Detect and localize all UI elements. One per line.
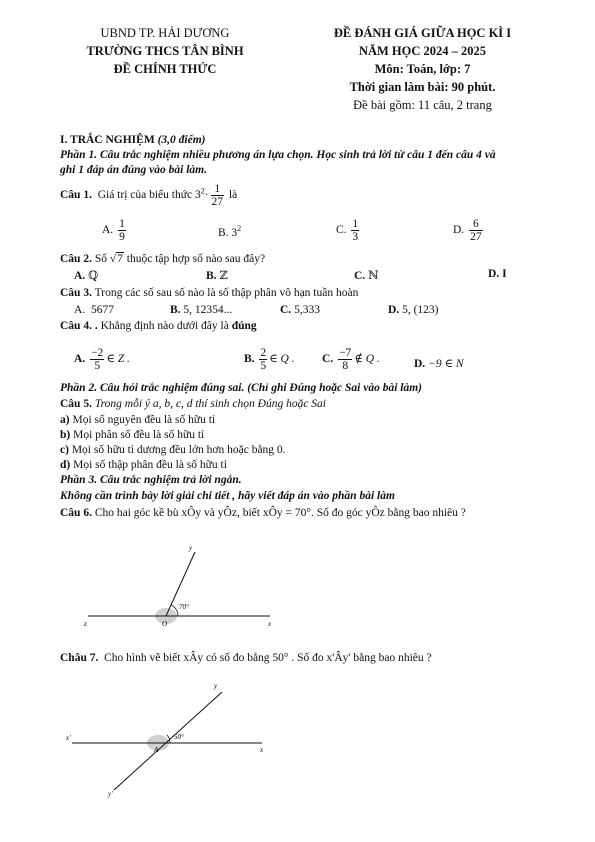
q3-option-a: A. 5677 [74, 304, 114, 316]
label-y: y [189, 544, 193, 552]
q1-option-b: B. $3^2$ [218, 224, 242, 239]
exam-duration: Thời gian làm bài: 90 phút. [349, 80, 496, 94]
q1-option-a: A. $\frac{1}{9}$ [102, 218, 125, 244]
q2-option-d: D. I [488, 268, 507, 280]
q6-angle-figure [80, 542, 280, 632]
label-o: O [162, 620, 168, 628]
question-2: Câu 2. Số √7 thuộc tập hợp số nào sau đây? [60, 253, 266, 265]
label-x-prime: x' [66, 734, 71, 742]
label-angle-50: 50° [174, 733, 184, 741]
label-x: x [260, 746, 264, 754]
q3-option-b: B. 5, 12354... [170, 304, 233, 316]
q5-item-c: c) Mọi số hữu tỉ dương đều lớn hơn hoặc bằng 0. [60, 444, 286, 456]
official-exam-label: ĐỀ CHÍNH THỨC [113, 62, 217, 76]
q3-option-d: D. 5, (123) [388, 304, 439, 316]
q5-item-a: a) Mọi số nguyên đều là số hữu tỉ [60, 414, 216, 426]
q2-option-a: A. ℚ [74, 270, 99, 282]
q5-item-d: d) Mọi số thập phân đều là số hữu tỉ [60, 459, 227, 471]
school-year: NĂM HỌC 2024 – 2025 [358, 44, 487, 58]
school-authority: UBND TP. HẢI DƯƠNG [100, 26, 230, 40]
part1-instructions-line2: ghi 1 đáp án đúng vào bài làm. [60, 164, 207, 176]
label-y: y [214, 682, 218, 690]
q7-angle-figure [62, 680, 277, 800]
exam-title: ĐỀ ĐÁNH GIÁ GIỮA HỌC KÌ I [333, 26, 512, 40]
school-name: TRƯỜNG THCS TÂN BÌNH [86, 44, 244, 58]
q5-item-b: b) Mọi phân số đều là số hữu tỉ [60, 429, 205, 441]
label-angle-70: 70° [179, 603, 189, 611]
q4-option-c: C. $\frac{-7}{8}$ ∉ Q . [322, 347, 380, 373]
exam-page-count: Đề bài gồm: 11 câu, 2 trang [353, 98, 492, 112]
question-5: Câu 5. Trong mỗi ý a, b, c, d thí sinh chọn Đúng hoặc Sai [60, 398, 326, 410]
line-ypy [114, 692, 222, 790]
q4-option-b: B. $\frac{2}{5}$ ∈ Q . [244, 347, 295, 373]
question-7: Châu 7. Cho hình vẽ biết xÂy có số đo bằng 50° . Số đo x'Ây' bằng bao nhiêu ? [60, 652, 432, 664]
part3-instructions: Không cần trình bày lời giải chi tiết , hãy viết đáp án vào phần bài làm [60, 490, 395, 502]
q4-option-a: A. $\frac{-2}{5}$ ∈ Z . [74, 347, 130, 373]
label-x: x [268, 620, 272, 628]
q3-option-c: C. 5,333 [280, 304, 320, 316]
subject-grade: Môn: Toán, lớp: 7 [374, 62, 471, 76]
question-1: Câu 1. Giá trị của biểu thức $3^2\cdot$ $\frac{1}{27}$ là [60, 183, 238, 209]
q4-option-d: D. −9 ∈ N [414, 358, 464, 370]
question-3: Câu 3. Trong các số sau số nào là số thập phân vô hạn tuần hoàn [60, 287, 359, 299]
part3-title: Phần 3. Câu trắc nghiệm trả lời ngắn. [60, 474, 242, 486]
q1-option-c: C. $\frac{1}{3}$ [336, 218, 359, 244]
question-4: Câu 4. . Khẳng định nào dưới đây là đúng [60, 320, 257, 332]
part2-title: Phần 2. Câu hỏi trắc nghiệm đúng sai. (Chỉ ghi Đúng hoặc Sai vào bài làm) [60, 382, 423, 394]
part1-instructions-line1: Phần 1. Câu trắc nghiệm nhiều phương án lựa chọn. Học sinh trả lời từ câu 1 đến câu 4 và [60, 149, 496, 161]
question-6: Câu 6. Cho hai góc kề bù xÔy và yÔz, biết xÔy = 70°. Số đo góc yÔz bằng bao nhiêu ? [60, 507, 466, 519]
q2-option-b: B. ℤ [206, 270, 228, 282]
q1-option-d: D. $\frac{6}{27}$ [453, 218, 482, 244]
label-a: A [154, 746, 159, 754]
label-y-prime: y' [108, 790, 113, 798]
label-z: z [84, 620, 87, 628]
q2-option-c: C. ℕ [354, 270, 379, 282]
section-title: I. TRẮC NGHIỆM (3,0 điểm) [60, 134, 206, 146]
sqrt-symbol: √7 [109, 253, 123, 265]
